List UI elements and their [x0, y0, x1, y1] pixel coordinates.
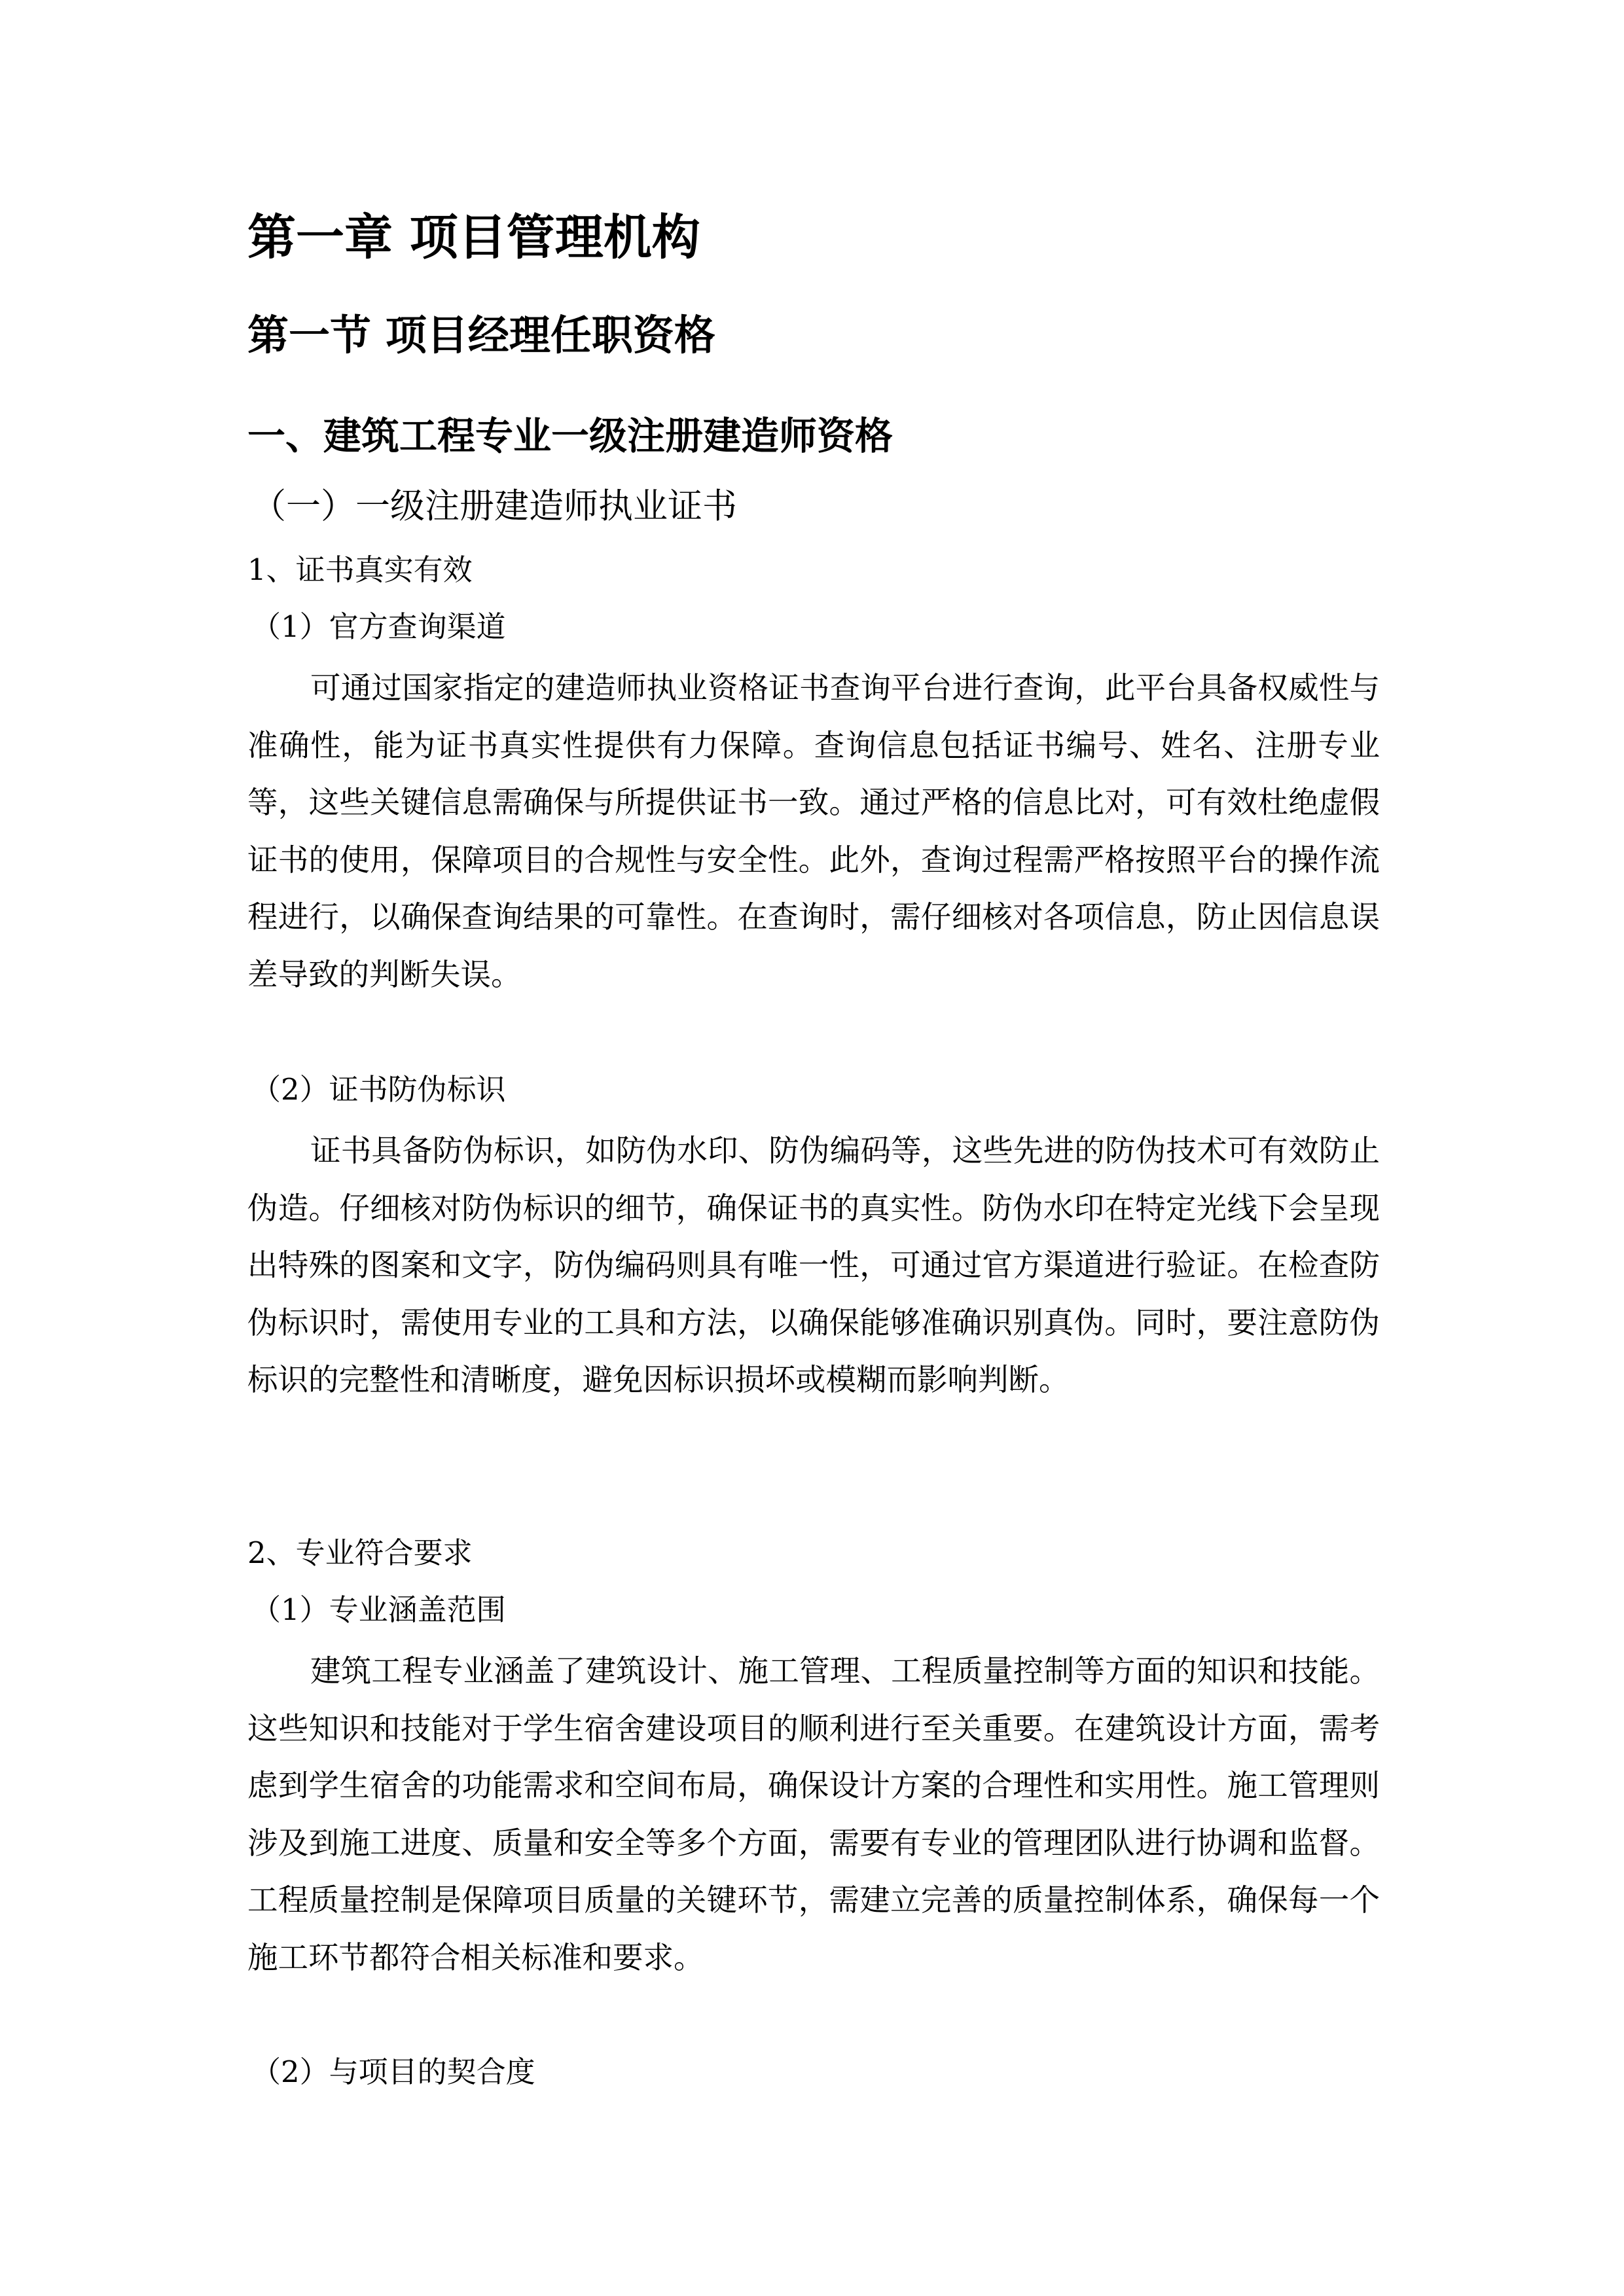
subsubsection-title: （一）一级注册建造师执业证书 — [251, 486, 737, 526]
item-2-2-title: （2）与项目的契合度 — [251, 2054, 535, 2089]
subsection-title: 一、建筑工程专业一级注册建造师资格 — [247, 414, 893, 458]
item-1-title: 1、证书真实有效 — [247, 552, 473, 587]
item-2-1-body: 建筑工程专业涵盖了建筑设计、施工管理、工程质量控制等方面的知识和技能。这些知识和技能对于学生宿舍建设项目的顺利进行至关重要。在建筑设计方面，需考虑到学生宿舍的功能需求和空间布局，确保设计方案的合理性和实用性。施工管理则涉及到施工进度、质量和安全等多个方面，需要有专业的管理团队进行协调和监督。工程质量控制是保障项目质量的关键环节，需建立完善的质量控制体系，确保每一个施工环节都符合相关标准和要求。 — [247, 1653, 1380, 1975]
item-1-2-title: （2）证书防伪标识 — [251, 1072, 506, 1107]
item-1-1-body: 可通过国家指定的建造师执业资格证书查询平台进行查询，此平台具备权威性与准确性，能为证书真实性提供有力保障。查询信息包括证书编号、姓名、注册专业等，这些关键信息需确保与所提供证书一致。通过严格的信息比对，可有效杜绝虚假证书的使用，保障项目的合规性与安全性。此外，查询过程需严格按照平台的操作流程进行，以确保查询结果的可靠性。在查询时，需仔细核对各项信息，防止因信息误差导致的判断失误。 — [247, 670, 1380, 992]
item-1-2-body: 证书具备防伪标识，如防伪水印、防伪编码等，这些先进的防伪技术可有效防止伪造。仔细核对防伪标识的细节，确保证书的真实性。防伪水印在特定光线下会呈现出特殊的图案和文字，防伪编码则具有唯一性，可通过官方渠道进行验证。在检查防伪标识时，需使用专业的工具和方法，以确保能够准确识别真伪。同时，要注意防伪标识的完整性和清晰度，避免因标识损坏或模糊而影响判断。 — [247, 1133, 1380, 1397]
item-1-1-title: （1）官方查询渠道 — [251, 609, 506, 644]
item-2-title: 2、专业符合要求 — [247, 1535, 473, 1570]
chapter-title: 第一章 项目管理机构 — [247, 209, 700, 266]
section-title: 第一节 项目经理任职资格 — [247, 312, 715, 359]
item-2-1-title: （1）专业涵盖范围 — [251, 1592, 506, 1627]
